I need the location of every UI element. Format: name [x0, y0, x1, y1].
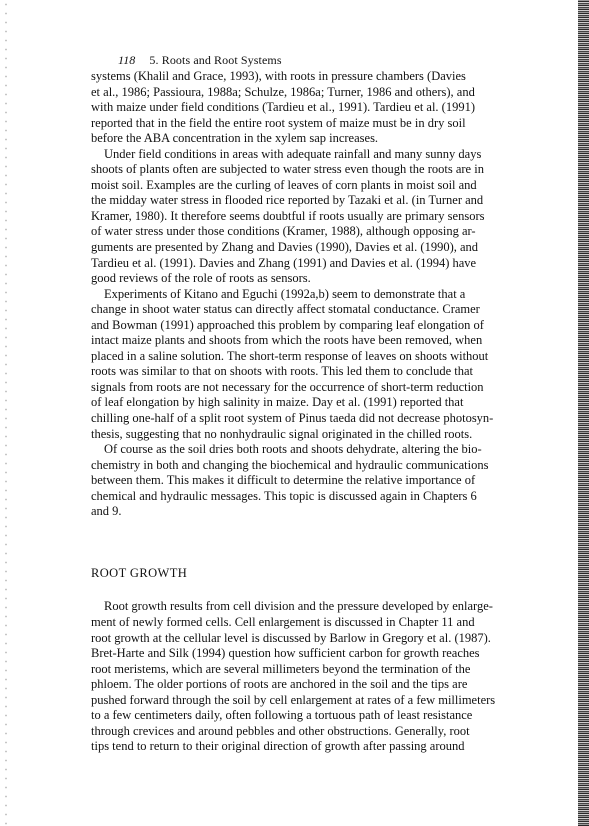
paragraph — [91, 69, 557, 147]
heading-gap — [91, 581, 557, 599]
text-line: shoots of plants often are subjected to water stress even though the roots are in — [91, 162, 484, 177]
paragraph — [91, 287, 557, 442]
text-line: Bret-Harte and Silk (1994) question how sufficient carbon for growth reaches — [91, 646, 480, 661]
text-line: ment of newly formed cells. Cell enlargement is discussed in Chapter 11 and — [91, 614, 475, 629]
text-line: et al., 1986; Passioura, 1988a; Schulze, 1986a; Turner, 1986 and others), and — [91, 84, 475, 99]
paragraph-block — [91, 69, 557, 520]
text-line: root meristems, which are several millimeters beyond the termination of the — [91, 661, 471, 676]
text-line: reported that in the field the entire root system of maize must be in dry soil — [91, 115, 466, 130]
text-line: roots was similar to that on shoots with roots. This led them to conclude that — [91, 364, 474, 379]
text-line: pushed forward through the soil by cell enlargement at rates of a few millimeters — [91, 692, 496, 707]
text-line: good reviews of the role of roots as sensors. — [91, 271, 311, 286]
paragraph — [91, 442, 557, 520]
text-line: between them. This makes it difficult to determine the relative importance of — [91, 473, 476, 488]
text-line: to a few centimeters daily, often following a tortuous path of least resistance — [91, 708, 473, 723]
page-number: 118 — [118, 53, 136, 67]
text-line: of leaf elongation by high salinity in maize. Day et al. (1991) reported that — [91, 395, 464, 410]
text-line: Tardieu et al. (1991). Davies and Zhang (1991) and Davies et al. (1994) have — [91, 255, 477, 270]
running-title: 5. Roots and Root Systems — [149, 53, 282, 67]
text-line: chilling one-half of a split root system of Pinus taeda did not decrease photosyn- — [91, 411, 494, 426]
text-line: placed in a saline solution. The short-term response of leaves on shoots without — [91, 348, 489, 363]
section-paragraph — [91, 599, 557, 754]
section-gap — [91, 520, 557, 566]
text-line: chemical and hydraulic messages. This topic is discussed again in Chapters 6 — [91, 488, 477, 503]
text-line: Kramer, 1980). It therefore seems doubtful if roots usually are primary sensors — [91, 208, 485, 223]
text-line: guments are presented by Zhang and Davies (1990), Davies et al. (1990), and — [91, 240, 479, 255]
running-header — [118, 53, 282, 68]
text-line: intact maize plants and shoots from which the roots have been removed, when — [91, 333, 483, 348]
text-line: through crevices and around pebbles and other obstructions. Generally, root — [91, 723, 470, 738]
text-line: and 9. — [91, 504, 122, 519]
text-line: moist soil. Examples are the curling of leaves of corn plants in moist soil and — [91, 177, 477, 192]
text-line: with maize under field conditions (Tardieu et al., 1991). Tardieu et al. (1991) — [91, 100, 476, 115]
scan-margin-dots — [2, 0, 12, 826]
text-line: signals from roots are not necessary for the occurrence of short-term reduction — [91, 379, 484, 394]
text-line: Of course as the soil dries both roots and shoots dehydrate, altering the bio- — [104, 442, 482, 457]
text-line: root growth at the cellular level is discussed by Barlow in Gregory et al. (1987). — [91, 630, 491, 645]
text-line: change in shoot water status can directly affect stomatal conductance. Cramer — [91, 302, 480, 317]
body-text — [91, 69, 557, 755]
text-line: chemistry in both and changing the biochemical and hydraulic communications — [91, 457, 489, 472]
section-heading: ROOT GROWTH — [91, 565, 188, 580]
text-line: the midday water stress in flooded rice reported by Tazaki et al. (in Turner and — [91, 193, 484, 208]
paragraph — [91, 147, 557, 287]
text-line: and Bowman (1991) approached this problem by comparing leaf elongation of — [91, 317, 484, 332]
text-line: phloem. The older portions of roots are anchored in the soil and the tips are — [91, 677, 468, 692]
scan-page-edge — [578, 0, 589, 826]
text-line: tips tend to return to their original direction of growth after passing around — [91, 739, 465, 754]
text-line: Under field conditions in areas with adequate rainfall and many sunny days — [104, 146, 482, 161]
text-line: systems (Khalil and Grace, 1993), with roots in pressure chambers (Davies — [91, 69, 466, 83]
text-line: of water stress under those conditions (Kramer, 1988), although opposing ar- — [91, 224, 476, 239]
text-line: thesis, suggesting that no nonhydraulic signal originated in the chilled roots. — [91, 426, 473, 441]
text-line: Experiments of Kitano and Eguchi (1992a,b) seem to demonstrate that a — [104, 286, 466, 301]
text-line: before the ABA concentration in the xylem sap increases. — [91, 131, 379, 146]
text-line: Root growth results from cell division and the pressure developed by enlarge- — [104, 599, 493, 614]
